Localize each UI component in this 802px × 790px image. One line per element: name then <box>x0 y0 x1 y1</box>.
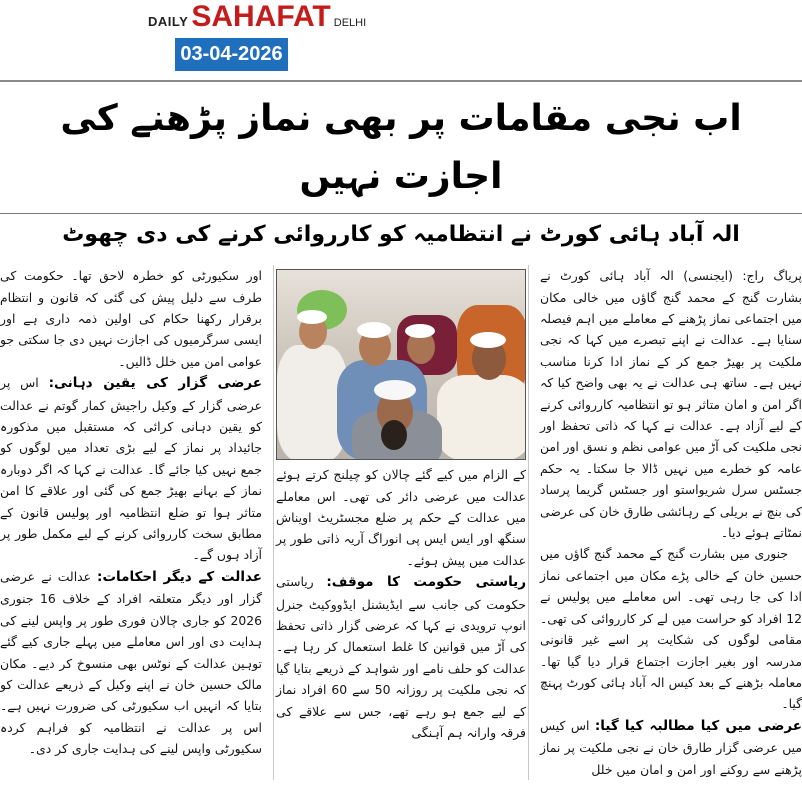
news-photo-worshippers <box>276 269 526 460</box>
section-heading: ریاستی حکومت کا موقف: <box>326 574 526 591</box>
headline: اب نجی مقامات پر بھی نماز پڑھنے کی اجازت نہیں <box>60 98 742 197</box>
section-heading: عرضی گزار کی یقین دہانی: <box>48 375 262 392</box>
paragraph-text: ریاستی حکومت کی جانب سے ایڈیشنل ایڈووکیٹ جنرل انوپ ترویدی نے کہا کہ عرضی گزار ذاتی تحفظ کی آڑ میں قوانین کا غلط استعمال کر رہا ہے۔ عدالت کو حلف نامے اور شواہد کے ذریعے بتایا گیا کہ نجی ملکیت پر روزانہ 50 سے 60 افراد نماز کے لیے جمع ہو رہے تھے، جس سے علاقے کی فرقہ وارانہ ہم آہنگی <box>276 574 526 741</box>
publication-date: 03-04-2026 <box>175 38 288 71</box>
paragraph-text: اس پر عرضی گزار کے وکیل راجیش کمار گوتم نے عدالت کو یقین دہانی کرائی کہ مستقبل میں مذکورہ جائیداد پر نماز کے لیے بڑی تعداد میں لوگوں کو جمع نہیں کیا جائے گا۔ عدالت نے کہا کہ اگر دوبارہ نماز کے بہانے بھیڑ جمع کی گئی اور علاقے کا امن متاثر ہوا تو ضلع انتظامیہ اور پولیس قانون کے مطابق سخت کارروائی کرنے کے لیے مکمل طور پر آزاد ہوں گے۔ <box>0 375 262 563</box>
paragraph: جنوری میں بشارت گنج کے محمد گنج گاؤں میں حسین خان کے خالی پڑے مکان میں اجتماعی نماز ادا کی جا رہی تھی۔ اس معاملے میں پولیس نے 12 افراد کو حراست میں لے کر کارروائی کی تھی۔ مقامی لوگوں کی شکایت پر اسے غیر قانونی مدرسہ اور بغیر اجازت اجتماع قرار دیا گیا تھا۔ معاملہ بڑھنے کے بعد کیس الہ آباد ہائی کورٹ پہنچ گیا۔ <box>540 546 802 712</box>
paragraph: اور سکیورٹی کو خطرہ لاحق تھا۔ حکومت کی طرف سے دلیل پیش کی گئی کہ قانون و انتظام برقرار رکھنا حکام کی اولین ذمہ داری ہے اور ایسی سرگرمیوں کی اجازت نہیں دی جا سکتی جو عوامی امن میں خلل ڈالیں۔ <box>0 268 262 369</box>
article-column-left <box>0 265 262 780</box>
paragraph <box>0 372 262 566</box>
article-column-middle <box>273 265 529 780</box>
masthead-logo <box>148 0 366 34</box>
paragraph <box>276 571 526 743</box>
article-column-right <box>540 265 802 780</box>
section-heading: عدالت کے دیگر احکامات: <box>97 568 262 585</box>
paragraph: کے الزام میں کیے گئے چالان کو چیلنج کرتے ہوئے عدالت میں عرضی دائر کی تھی۔ اس معاملے میں عدالت کے حکم پر ضلع مجسٹریٹ اویناش سنگھ اور ایس ایس پی انوراگ آریہ ذاتی طور پر عدالت میں پیش ہوئے۔ <box>276 467 526 568</box>
paragraph: پریاگ راج: (ایجنسی) الہ آباد ہائی کورٹ نے بشارت گنج کے محمد گنج گاؤں میں خالی مکان میں اجتماعی نماز پڑھنے کے معاملے میں اہم فیصلہ سنایا ہے۔ عدالت نے اپنے تبصرے میں کہا کہ نجی ملکیت پر بھیڑ جمع کر کے نماز ادا کرنا مناسب نہیں ہے۔ ساتھ ہی عدالت نے یہ بھی واضح کیا کہ اگر امن و امان متاثر ہو تو انتظامیہ کارروائی کرنے کے لیے آزاد ہے۔ عدالت نے کہا کہ ذاتی تحفظ اور نجی ملکیت کی آڑ میں عوامی نظم و نسق اور امن عامہ کو خطرے میں نہیں ڈالا جا سکتا۔ یہ حکم جسٹس سرل شریواستو اور جسٹس گریما پرساد کی بنچ نے بریلی کے رہائشی طارق خان کی عرضی نمٹاتے ہوئے دیا۔ <box>540 268 802 541</box>
paragraph <box>0 566 262 760</box>
article-body <box>0 255 802 790</box>
section-heading: عرضی میں کیا مطالبہ کیا گیا: <box>594 717 802 734</box>
paragraph-text: عدالت نے عرضی گزار اور دیگر متعلقہ افراد کے خلاف 16 جنوری 2026 کو جاری چالان فوری طور پر واپس لینے کی ہدایت دی اور اس معاملے میں پہلے جاری کیے گئے توہین عدالت کے نوٹس بھی منسوخ کر دیے۔ مکان مالک حسین خان نے اپنے وکیل کے ذریعے عدالت کو بتایا کہ انہیں اب سکیورٹی کی ضرورت نہیں ہے۔ اس پر عدالت نے انتظامیہ کو فراہم کردہ سکیورٹی واپس لینے کی ہدایت جاری کر دی۔ <box>0 568 262 757</box>
masthead-name: SAHAFAT <box>191 0 331 33</box>
subheadline: الہ آباد ہائی کورٹ نے انتظامیہ کو کارروائی کرنے کی دی چھوٹ <box>62 222 740 248</box>
paragraph-text: اس کیس میں عرضی گزار طارق خان نے نجی ملکیت پر نماز پڑھنے سے روکنے اور امن و امان میں خلل <box>540 717 802 777</box>
masthead-area <box>0 0 802 80</box>
masthead-city: DELHI <box>333 17 367 29</box>
paragraph <box>540 715 802 780</box>
masthead-daily: DAILY <box>148 14 189 29</box>
